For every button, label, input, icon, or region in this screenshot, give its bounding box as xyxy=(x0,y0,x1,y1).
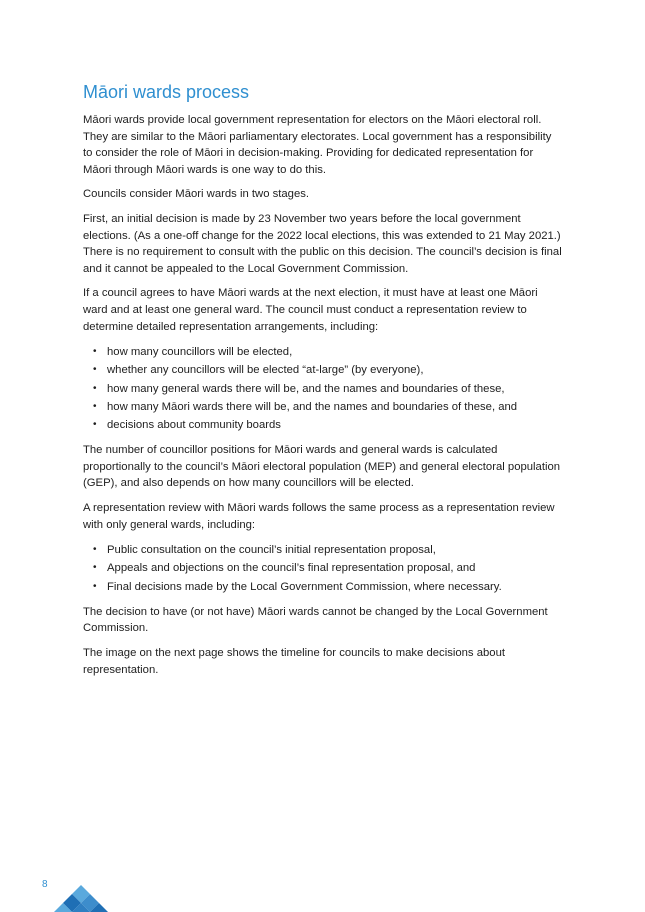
paragraph: First, an initial decision is made by 23 November two years before the local government elections. (As a one-off change for the 2022 local elections, this was extended to 21 May 2021.) There is no requirement to consult with the public on this decision. The council’s decision is final and it cannot be appealed to the Local Government Commission. xyxy=(83,212,562,275)
page-number: 8 xyxy=(42,879,48,890)
list-item: • Appeals and objections on the council’s final representation proposal, and xyxy=(83,559,563,577)
list-item: • how many general wards there will be, and the names and boundaries of these, xyxy=(83,380,563,398)
paragraph: A representation review with Māori wards follows the same process as a representation review with only general wards, including: xyxy=(83,501,555,531)
paragraph: Councils consider Māori wards in two stages. xyxy=(83,188,310,201)
paragraph: The image on the next page shows the timeline for councils to make decisions about representation. xyxy=(83,646,505,676)
list-item: • how many councillors will be elected, xyxy=(83,343,563,361)
logo-icon xyxy=(50,882,112,912)
representation-arrangements-list xyxy=(83,343,563,434)
paragraph: The number of councillor positions for Māori wards and general wards is calculated proportionally to the council’s Māori electoral population (MEP) and general electoral population (GEP), and also depends on how many councillors will be elected. xyxy=(83,444,561,490)
list-item: • whether any councillors will be elected “at-large” (by everyone), xyxy=(83,361,563,379)
paragraph: The decision to have (or not have) Māori wards cannot be changed by the Local Government Commission. xyxy=(83,605,548,635)
review-process-list xyxy=(83,541,563,596)
section-heading: Māori wards process xyxy=(83,82,250,102)
list-item: • Final decisions made by the Local Government Commission, where necessary. xyxy=(83,578,563,596)
paragraph: If a council agrees to have Māori wards at the next election, it must have at least one Māori ward and at least one general ward. The council must conduct a representation review to determine detailed representation arrangements, including: xyxy=(83,287,538,333)
paragraph: Māori wards provide local government representation for electors on the Māori electoral roll. They are similar to the Māori parliamentary electorates. Local government has a responsibility to consider the role of Māori in decision-making. Providing for dedicated representation for Māori through Māori wards is one way to do this. xyxy=(83,114,552,176)
list-item: • Public consultation on the council’s initial representation proposal, xyxy=(83,541,563,559)
list-item: • how many Māori wards there will be, and the names and boundaries of these, and xyxy=(83,398,563,416)
list-item: • decisions about community boards xyxy=(83,416,563,434)
page-content xyxy=(83,80,563,686)
